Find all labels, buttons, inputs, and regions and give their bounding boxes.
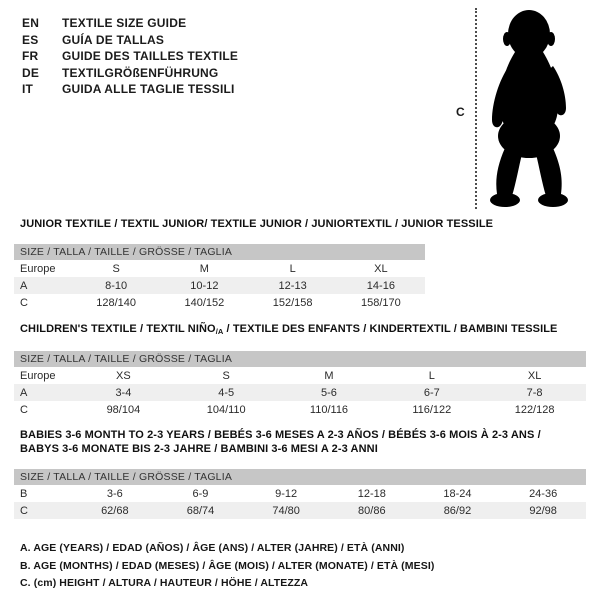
junior-table-title: JUNIOR TEXTILE / TEXTIL JUNIOR/ TEXTILE JUNIOR / JUNIORTEXTIL / JUNIOR TESSILE <box>20 218 494 230</box>
language-list <box>22 15 238 98</box>
title-line-1: BABIES 3-6 MONTH TO 2-3 YEARS / BEBÉS 3-6 MESES A 2-3 AÑOS / BÉBÉS 3-6 MOIS À 2-3 ANS / <box>20 429 541 441</box>
row-label: Europe <box>20 262 56 275</box>
table-cell: 18-24 <box>443 487 472 500</box>
table-cell: 116/122 <box>412 403 452 416</box>
junior-table <box>14 260 425 311</box>
lang-label: GUIDE DES TAILLES TEXTILE <box>62 49 239 63</box>
table-cell: 12-13 <box>278 279 307 292</box>
table-cell: L <box>289 262 296 275</box>
table-row <box>14 502 586 519</box>
table-cell: 98/104 <box>106 403 141 416</box>
table-cell: 80/86 <box>358 504 386 517</box>
table-cell: 12-18 <box>357 487 386 500</box>
table-cell: M <box>199 262 209 275</box>
tables-section <box>14 218 586 593</box>
row-label: C <box>20 504 28 517</box>
table-cell: 62/68 <box>101 504 129 517</box>
table-cell: 122/128 <box>514 403 555 416</box>
table-cell: 10-12 <box>190 279 219 292</box>
lang-label: TEXTILE SIZE GUIDE <box>62 16 187 30</box>
lang-code: EN <box>22 16 40 30</box>
table-row <box>14 401 586 418</box>
table-row <box>14 260 425 277</box>
table-row <box>14 367 586 384</box>
lang-code: FR <box>22 49 39 63</box>
note-age-years: A. AGE (YEARS) / EDAD (AÑOS) / ÂGE (ANS) / ALTER (JAHRE) / ETÀ (ANNI) <box>20 542 405 554</box>
table-row <box>14 294 425 311</box>
toddler-silhouette-image <box>485 8 577 210</box>
title-text: CHILDREN'S TEXTILE / TEXTIL NIÑO <box>20 323 216 335</box>
table-cell: 74/80 <box>272 504 300 517</box>
table-cell: S <box>222 369 230 382</box>
title-line-2: BABYS 3-6 MONATE BIS 2-3 JAHRE / BAMBINI 3-6 MESI A 2-3 ANNI <box>20 443 378 455</box>
table-row <box>14 485 586 502</box>
lang-code: DE <box>22 65 40 80</box>
table-cell: 152/158 <box>272 296 313 309</box>
title-subscript: /A <box>215 327 224 336</box>
table-cell: 86/92 <box>443 504 472 517</box>
lang-row-es <box>22 32 238 49</box>
table-cell: 14-16 <box>366 279 395 292</box>
table-row <box>14 384 586 401</box>
babies-table <box>14 485 586 519</box>
babies-table-title <box>20 428 586 456</box>
note-age-months: B. AGE (MONTHS) / EDAD (MESES) / ÂGE (MOIS) / ALTER (MONATE) / ETÀ (MESI) <box>20 559 435 572</box>
height-measure-label: C <box>456 105 465 119</box>
table-row <box>14 277 425 294</box>
table-cell: 6-9 <box>192 487 209 500</box>
row-label: A <box>20 386 28 399</box>
lang-code: IT <box>22 82 34 96</box>
lang-row-fr <box>22 48 238 65</box>
lang-code: ES <box>22 32 39 47</box>
childrens-table <box>14 367 586 418</box>
row-label: Europe <box>20 369 56 382</box>
table-cell: 8-10 <box>105 279 128 292</box>
lang-row-en <box>22 15 238 32</box>
height-dotted-line <box>475 8 477 209</box>
note-height-cm: C. (cm) HEIGHT / ALTURA / HAUTEUR / HÖHE / ALTEZZA <box>20 577 309 589</box>
table-cell: 158/170 <box>360 296 401 309</box>
table-cell: M <box>324 369 334 382</box>
table-cell: 3-4 <box>115 386 132 399</box>
table-cell: 9-12 <box>275 487 298 500</box>
lang-row-de <box>22 65 238 82</box>
table-cell: 92/98 <box>529 504 557 517</box>
childrens-table-title <box>20 323 586 338</box>
table-cell: L <box>428 369 435 382</box>
table-cell: XL <box>374 262 388 275</box>
lang-label: GUÍA DE TALLAS <box>62 32 165 47</box>
row-label: C <box>20 296 28 309</box>
title-text: / TEXTILE DES ENFANTS / KINDERTEXTIL / BAMBINI TESSILE <box>223 323 558 335</box>
table-cell: 128/140 <box>96 296 136 309</box>
table-cell: 110/116 <box>309 403 349 416</box>
height-figure <box>440 6 590 216</box>
lang-label: TEXTILGRÖßENFÜHRUNG <box>62 65 219 80</box>
table-cell: XS <box>116 369 131 382</box>
lang-row-it <box>22 81 238 98</box>
size-header-bar: SIZE / TALLA / TAILLE / GRÖSSE / TAGLIA <box>14 244 425 260</box>
legend-notes <box>20 540 586 593</box>
table-cell: 140/152 <box>184 296 225 309</box>
size-header-bar: SIZE / TALLA / TAILLE / GRÖSSE / TAGLIA <box>14 351 586 367</box>
lang-label: GUIDA ALLE TAGLIE TESSILI <box>62 82 235 96</box>
size-header-bar: SIZE / TALLA / TAILLE / GRÖSSE / TAGLIA <box>14 469 586 485</box>
table-cell: 24-36 <box>529 487 558 500</box>
table-cell: S <box>112 262 120 275</box>
row-label: A <box>20 279 28 292</box>
table-cell: XL <box>527 369 542 382</box>
table-cell: 4-5 <box>218 386 235 399</box>
row-label: B <box>20 487 28 500</box>
table-cell: 68/74 <box>186 504 215 517</box>
row-label: C <box>20 403 28 416</box>
table-cell: 104/110 <box>206 403 246 416</box>
table-cell: 5-6 <box>321 386 337 399</box>
table-cell: 7-8 <box>526 386 543 399</box>
table-cell: 6-7 <box>423 386 440 399</box>
table-cell: 3-6 <box>106 487 123 500</box>
